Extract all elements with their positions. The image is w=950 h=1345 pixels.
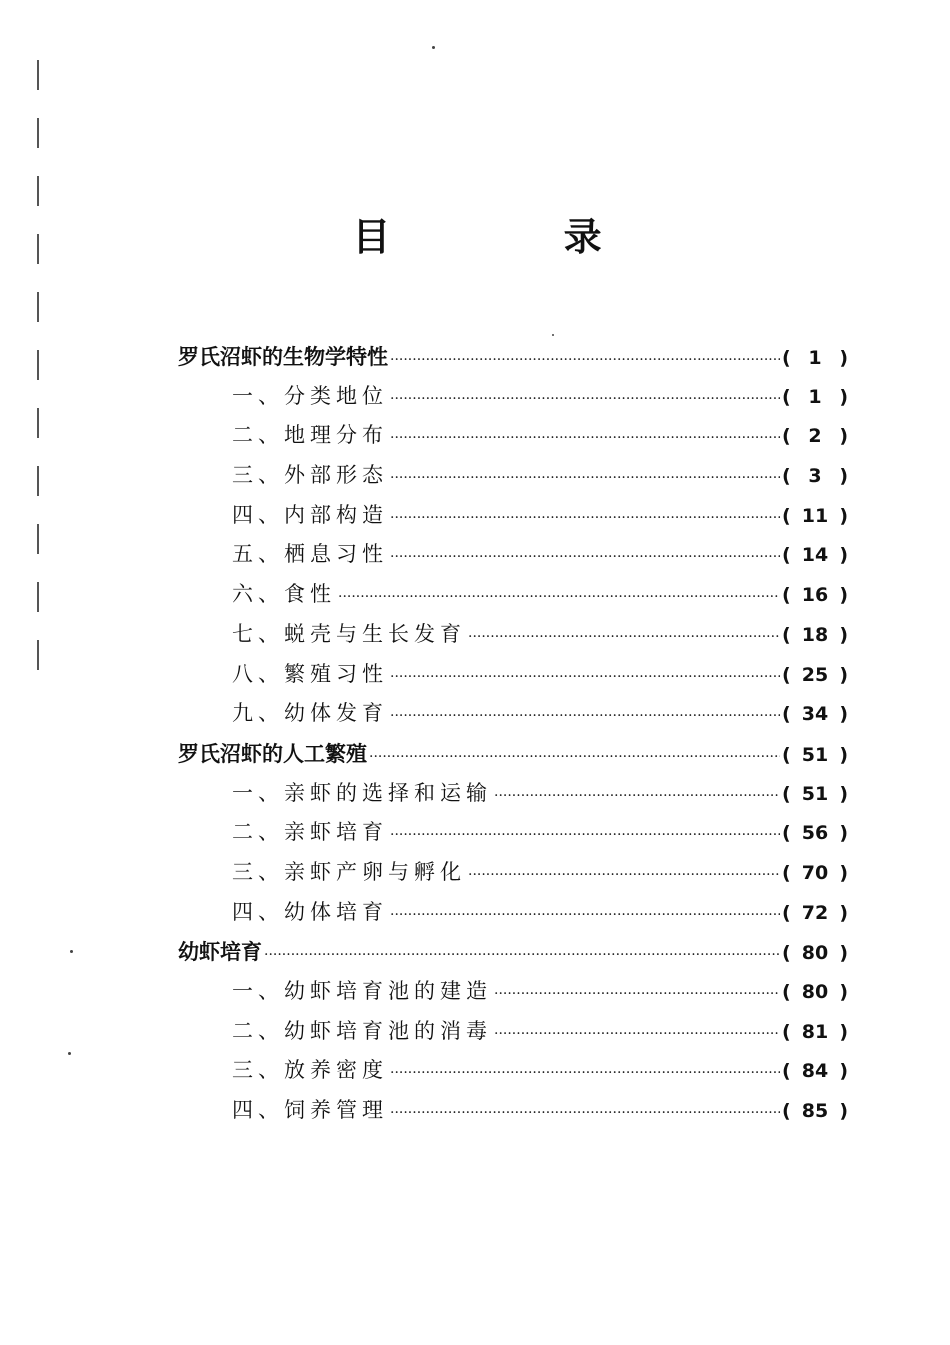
page-bracket-close: ) [839,743,848,766]
page-number-value: 80 [801,942,829,965]
page-bracket-close: ) [839,901,848,924]
page-number-value: 11 [801,504,829,527]
page-number-value: 14 [801,544,829,567]
page-bracket-open: ( [782,347,791,369]
toc-entry [178,1051,848,1091]
toc-section [178,932,848,972]
page-bracket-close: ) [839,584,848,607]
page-bracket-open: ( [782,743,791,766]
toc-entry-label: 二、幼虾培育池的消毒 [232,1018,492,1043]
page-bracket-close: ) [839,425,848,448]
toc-leader-dots [494,975,780,1015]
page-bracket-open: ( [782,385,791,408]
toc-page-number [782,814,848,854]
page-bracket-close: ) [839,1020,848,1043]
page-bracket-open: ( [782,782,791,805]
toc-page-number [782,934,848,974]
toc-page-number [782,497,848,537]
toc-entry [178,456,848,496]
page-number-value: 72 [801,901,829,924]
toc-leader-dots [264,936,780,976]
page-number-value: 1 [808,385,822,408]
page-bracket-close: ) [839,981,848,1003]
page-number-value: 51 [801,782,829,805]
toc-leader-dots [390,459,780,499]
toc-entry-label: 一、亲虾的选择和运输 [232,780,492,805]
toc-entry-label: 三、亲虾产卵与孵化 [232,859,466,884]
toc-page-number [782,616,848,656]
toc-entry-label: 七、蜕壳与生长发育 [232,621,466,646]
toc-page-number [782,1052,848,1092]
toc-leader-dots [390,499,780,539]
page-bracket-close: ) [839,822,848,845]
toc-entry-label: 四、幼体培育 [232,899,388,924]
toc-entry-label: 二、亲虾培育 [232,820,388,845]
page-number-value: 80 [801,981,829,1003]
toc-section [178,734,848,774]
toc-entry [178,853,848,893]
page-number-value: 84 [801,1060,829,1083]
toc-entry [178,1012,848,1052]
toc-leader-dots [338,578,780,618]
page-bracket-open: ( [782,544,791,567]
toc-leader-dots [390,341,780,381]
page-bracket-open: ( [782,822,791,845]
page-bracket-close: ) [839,623,848,646]
toc-entry [178,575,848,615]
toc-page-number [782,894,848,934]
toc-page-number [782,457,848,497]
toc-entry [178,496,848,536]
page-bracket-close: ) [839,1060,848,1083]
toc-page-number [782,973,848,1013]
toc-leader-dots [390,538,780,578]
toc-page-number [782,378,848,418]
toc-entry-label: 罗氏沼虾的生物学特性 [178,344,388,369]
page-bracket-close: ) [839,385,848,408]
toc-entry [178,1091,848,1131]
page-number-value: 85 [801,1100,829,1123]
toc-leader-dots [390,816,780,856]
page-bracket-close: ) [839,1100,848,1123]
page-bracket-open: ( [782,663,791,686]
toc-page-number [782,656,848,696]
toc-leader-dots [390,1094,780,1134]
page-bracket-close: ) [839,942,848,965]
page-bracket-close: ) [839,347,848,369]
page-bracket-open: ( [782,623,791,646]
toc-entry-label: 三、外部形态 [232,463,388,488]
toc-entry [178,893,848,933]
page-bracket-open: ( [782,1100,791,1123]
page-number-value: 16 [801,584,829,607]
toc-entry-label: 六、食性 [232,582,336,607]
page-number-value: 56 [801,822,829,845]
toc-section [178,337,848,377]
toc-entry-label: 四、饲养管理 [232,1098,388,1123]
toc-page-number [782,339,848,379]
page-bracket-open: ( [782,942,791,965]
table-of-contents [178,337,848,1131]
page-bracket-open: ( [782,504,791,527]
toc-leader-dots [390,697,780,737]
page-number-value: 34 [801,703,829,726]
page-bracket-open: ( [782,981,791,1003]
page-number-value: 51 [801,743,829,766]
page-number-value: 2 [808,425,822,448]
toc-entry-label: 四、内部构造 [232,502,388,527]
toc-entry-label: 罗氏沼虾的人工繁殖 [178,740,367,766]
page-bracket-open: ( [782,425,791,448]
toc-leader-dots [390,419,780,459]
page-bracket-open: ( [782,901,791,924]
toc-page-number [782,775,848,815]
page-number-value: 1 [808,347,822,369]
page-number-value: 70 [801,861,829,884]
toc-entry-label: 五、栖息习性 [232,542,388,567]
toc-entry-label: 九、幼体发育 [232,701,388,726]
toc-entry [178,972,848,1012]
toc-leader-dots [390,1054,780,1094]
toc-page-number [782,1092,848,1132]
page-bracket-open: ( [782,703,791,726]
page-bracket-close: ) [839,782,848,805]
page-bracket-close: ) [839,544,848,567]
toc-leader-dots [468,856,780,896]
page-number-value: 18 [801,623,829,646]
toc-leader-dots [494,1015,780,1055]
page-bracket-close: ) [839,703,848,726]
toc-leader-dots [468,618,780,658]
toc-page-number [782,1013,848,1053]
toc-entry [178,813,848,853]
toc-entry-label: 一、幼虾培育池的建造 [232,979,492,1003]
page-bracket-close: ) [839,465,848,488]
toc-entry [178,694,848,734]
page-number-value: 25 [801,663,829,686]
toc-entry [178,655,848,695]
toc-entry-label: 三、放养密度 [232,1058,388,1083]
toc-entry [178,774,848,814]
toc-page-number [782,536,848,576]
toc-page-number [782,417,848,457]
page-bracket-open: ( [782,465,791,488]
page-bracket-close: ) [839,861,848,884]
toc-entry-label: 幼虾培育 [178,939,262,965]
page-bracket-close: ) [839,663,848,686]
toc-leader-dots [369,738,780,778]
toc-entry-label: 一、分类地位 [232,383,388,408]
page-bracket-close: ) [839,504,848,527]
toc-leader-dots [390,658,780,698]
toc-page-number [782,695,848,735]
page-bracket-open: ( [782,861,791,884]
toc-page-number [782,854,848,894]
toc-leader-dots [390,896,780,936]
toc-page-number [782,736,848,776]
toc-entry [178,377,848,417]
toc-entry [178,416,848,456]
toc-leader-dots [494,777,780,817]
page-title: 目 录 [352,214,682,259]
page-bracket-open: ( [782,1020,791,1043]
toc-entry-label: 八、繁殖习性 [232,661,388,686]
toc-entry [178,615,848,655]
page-number-value: 3 [808,465,822,488]
page-bracket-open: ( [782,584,791,607]
toc-entry-label: 二、地理分布 [232,423,388,448]
toc-page-number [782,576,848,616]
page-number-value: 81 [801,1020,829,1043]
page-bracket-open: ( [782,1060,791,1083]
toc-entry [178,535,848,575]
toc-leader-dots [390,380,780,420]
